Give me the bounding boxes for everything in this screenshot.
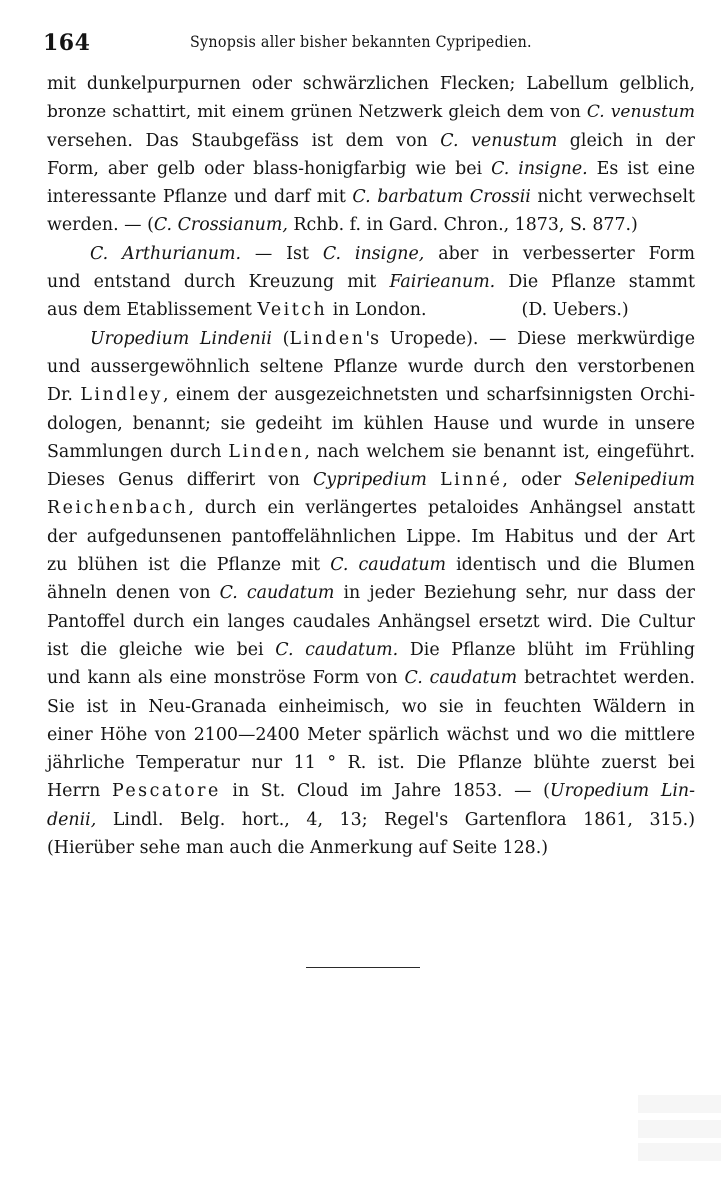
species-name: C. caudatum. [275,639,399,660]
text-run: (Hierüber sehe man auch die Anmerkung auf Seite 128.) [47,838,549,859]
text-run: aus dem Etablissement [47,300,258,321]
text-line [47,410,695,438]
species-name: C. insigne, [322,243,425,264]
text-line [47,523,695,551]
text-line [47,183,695,211]
text-line [47,466,695,494]
citation: Lindl. Belg. hort., 4, 13; Regel's Gartenflora 1861, 315.) [96,809,695,830]
text-run: nicht verwechselt [530,187,696,208]
text-run: Dieses Genus differirt von [47,470,313,491]
text-run: zu blühen ist die Pflanze mit [47,555,331,576]
text-run: der aufgedunsenen pantoffelähnlichen Lippe. Im Habitus und der Art [47,526,695,547]
text-run: — Ist [241,243,323,264]
text-run: Die Pflanze blüht im Frühling [398,639,695,660]
text-line [47,211,695,239]
species-name: C. caudatum [219,583,335,604]
species-name: Uropedium Lin- [549,781,696,802]
text-run: , nach welchem sie benannt ist, eingeführt. [304,441,695,462]
text-line [47,664,695,692]
body-text [47,70,695,862]
species-name: Uropedium Lindenii [90,328,272,349]
person-name: Lindley [80,385,163,406]
text-run: ist die gleiche wie bei [47,639,276,660]
person-name: Pescatore [111,781,221,802]
text-run: und entstand durch Kreuzung mit [47,272,390,293]
text-run: interessante Pflanze und darf mit [47,187,353,208]
bleed-through-mark [638,1143,721,1161]
text-line [47,806,695,834]
text-run: jährliche Temperatur nur 11 ° R. ist. Die Pflanze blühte zuerst bei [47,753,695,774]
text-run: identisch und die Blumen [446,555,695,576]
text-line [47,155,695,183]
text-run: dologen, benannt; sie gedeiht im kühlen Hause und wurde in unsere [47,413,695,434]
text-run: Es ist eine [587,158,695,179]
text-run: mit dunkelpurpurnen oder schwärzlichen Flecken; Labellum gelblich, [47,74,695,94]
species-name: C. insigne. [491,158,588,179]
person-name: Linné [440,470,503,491]
text-run: ähneln denen von [47,583,220,604]
text-run: betrachtet werden. [517,668,695,689]
species-name: C. venustum [440,130,558,151]
text-run: in London. [327,300,427,321]
text-run: Die Pflanze stammt [495,272,695,293]
text-line [47,325,695,353]
text-run: gleich in der [557,130,695,151]
text-run: Dr. [47,385,81,406]
text-line [47,636,695,664]
genus-name: Selenipedium [574,470,696,491]
text-run: Sammlungen durch [47,441,229,462]
citation: Rchb. f. in Gard. Chron., 1873, S. 877.) [287,215,638,236]
species-name: C. Crossianum, [153,215,288,236]
text-run: in St. Cloud im Jahre 1853. — ( [220,781,550,802]
text-run: Sie ist in Neu-Granada einheimisch, wo sie in feuchten Wäldern in [47,696,695,717]
text-run [427,470,440,490]
text-line [47,579,695,607]
text-line [47,240,695,268]
text-run: und kann als eine monströse Form von [47,668,405,689]
text-line [47,608,695,636]
text-run: versehen. Das Staubgefäss ist dem von [47,130,441,151]
species-name: Fairieanum. [389,272,496,293]
species-name: denii, [47,809,97,830]
genus-name: Cypripedium [312,470,427,491]
person-name: Reichenbach [47,498,189,519]
text-line [47,777,695,805]
text-run: Form, aber gelb oder blass-honigfarbig wie bei [47,158,492,179]
bleed-through-mark [638,1120,721,1138]
text-line [47,127,695,155]
text-run: Pantoffel durch ein langes caudales Anhängsel ersetzt wird. Die Cultur [47,611,695,632]
text-line [47,353,695,381]
text-line [47,70,695,98]
text-run: Herrn [47,781,112,802]
text-run: 's Uropede). — Diese merkwürdige [365,328,695,349]
text-line [47,834,695,862]
text-run: ( [272,328,290,349]
person-name: Linden [289,328,366,349]
text-line [47,296,695,324]
text-line [47,381,695,409]
text-line [47,693,695,721]
translator-note: (D. Uebers.) [521,300,629,321]
text-run: in jeder Beziehung sehr, nur dass der [334,583,695,604]
running-title: Synopsis aller bisher bekannten Cypripedien. [190,33,532,51]
text-run: , einem der ausgezeichnetsten und scharfsinnigsten Orchi- [162,385,695,406]
text-line [47,551,695,579]
text-line [47,268,695,296]
person-name: Veitch [257,300,328,321]
species-name: C. barbatum Crossii [352,187,531,208]
species-name: C. venustum [586,102,695,123]
text-run: aber in verbesserter Form [424,243,695,264]
species-name: C. caudatum [330,555,447,576]
bleed-through-mark [638,1095,721,1113]
text-line [47,721,695,749]
text-line [47,494,695,522]
text-run: und aussergewöhnlich seltene Pflanze wurde durch den verstorbenen [47,356,695,377]
section-divider [306,967,420,968]
text-line [47,98,695,126]
text-run: werden. — ( [47,215,154,236]
species-name: C. caudatum [404,668,518,689]
person-name: Linden [228,441,305,462]
text-line [47,749,695,777]
text-line [47,438,695,466]
text-run: bronze schattirt, mit einem grünen Netzwerk gleich dem von [47,102,587,123]
text-run: , oder [502,470,575,491]
species-name: C. Arthurianum. [90,243,242,264]
text-run: einer Höhe von 2100—2400 Meter spärlich wächst und wo die mittlere [47,724,695,745]
text-run: , durch ein verlängertes petaloides Anhängsel anstatt [188,498,695,519]
page-number: 164 [43,30,91,56]
